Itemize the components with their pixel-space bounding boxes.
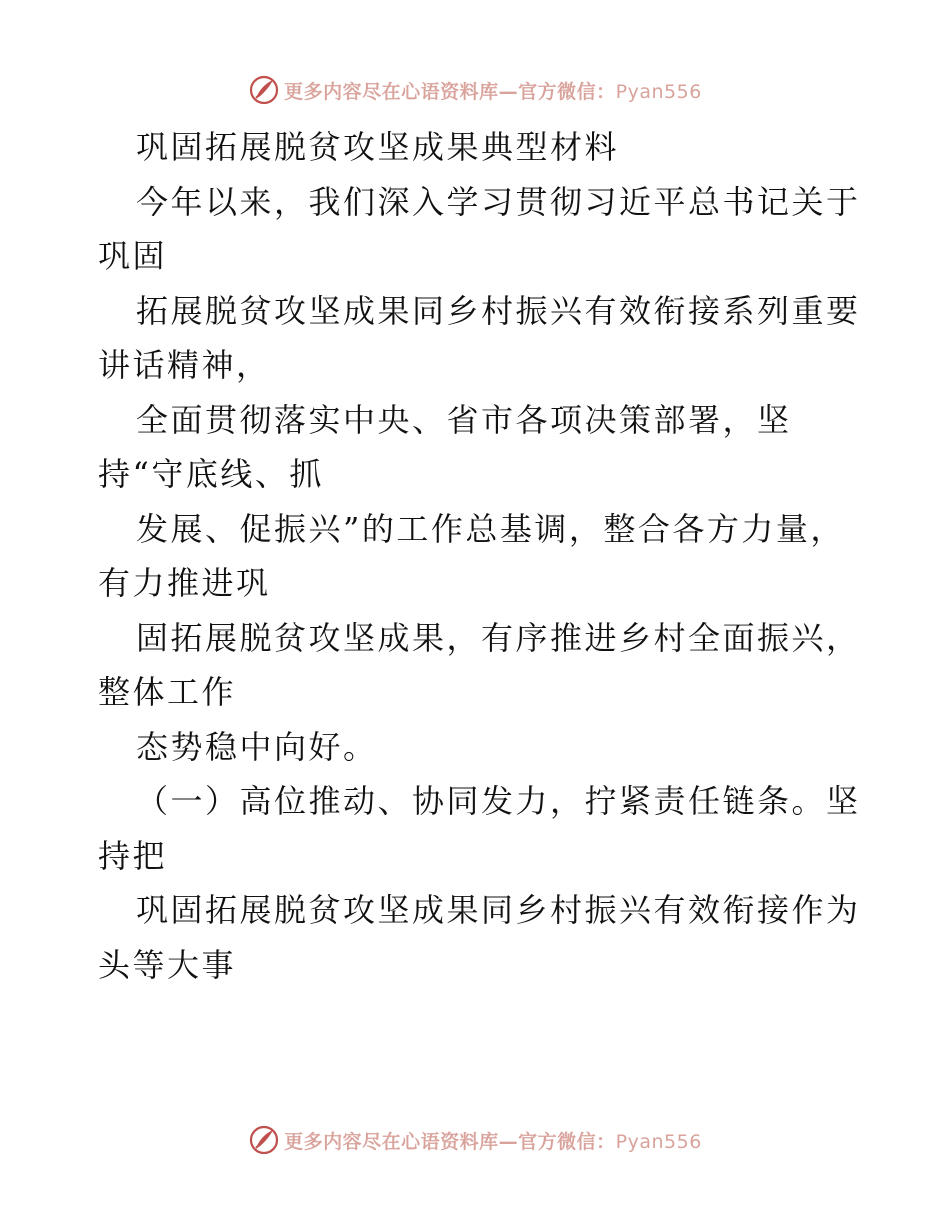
quill-seal-icon [248,1124,280,1156]
paragraph-line: 态势稳中向好。 [136,727,378,766]
watermark-label: 更多内容尽在心语资料库—官方微信： [284,80,616,103]
section-heading-line: （一）高位推动、协同发力，拧紧责任链条。坚 [136,782,861,820]
watermark-text [284,77,702,104]
paragraph-line: 讲话精神， [98,346,271,384]
paragraph-line: 今年以来，我们深入学习贯彻习近平总书记关于 [136,182,861,221]
document-title: 巩固拓展脱贫攻坚成果典型材料 [136,128,620,166]
paragraph-line: 发展、促振兴”的工作总基调，整合各方力量， [136,509,845,548]
paragraph-line: 有力推进巩 [98,564,271,602]
watermark-label: 更多内容尽在心语资料库—官方微信： [284,1130,616,1153]
paragraph-line: 巩固拓展脱贫攻坚成果同乡村振兴有效衔接作为 [136,891,861,929]
paragraph-line: 整体工作 [98,673,237,711]
paragraph-line: 拓展脱贫攻坚成果同乡村振兴有效衔接系列重要 [136,291,861,330]
paragraph-line: 巩固 [98,237,168,275]
watermark-text [284,1127,702,1154]
paragraph-line: 全面贯彻落实中央、省市各项决策部署，坚 [136,400,792,439]
paragraph-line: 持“守底线、抓 [98,455,324,493]
document-body [98,120,861,992]
watermark-wechat-id: Pyan556 [615,80,702,103]
paragraph-line: 头等大事 [98,945,237,984]
paragraph-line: 持把 [98,836,168,875]
header-watermark [0,72,950,108]
footer-watermark [0,1122,950,1158]
watermark-wechat-id: Pyan556 [615,1130,702,1153]
quill-seal-icon [248,74,280,106]
paragraph-line: 固拓展脱贫攻坚成果，有序推进乡村全面振兴， [136,618,861,657]
